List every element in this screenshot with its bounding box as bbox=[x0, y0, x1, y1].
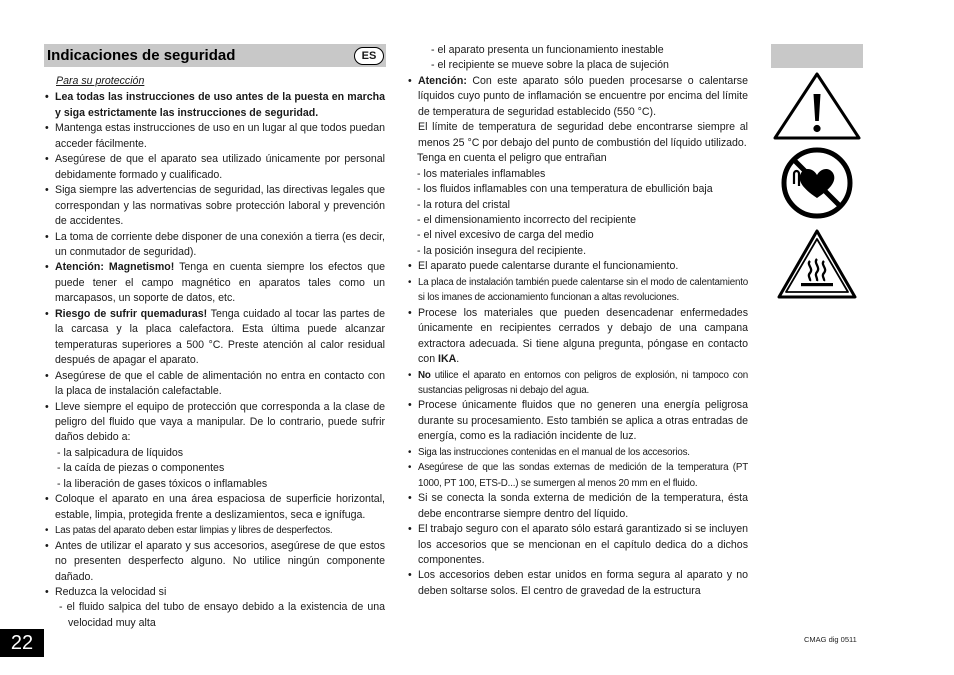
list-item-text: Con este aparato sólo pueden procesarse o calentarse líquidos cuyo punto de inflamación se encuentre por encima del límite de temperatura de seguridad establecido (550 °C). bbox=[418, 74, 748, 118]
dash-item: - los fluidos inflamables con una temperatura de ebullición baja bbox=[417, 183, 713, 196]
list-item-text: Tenga en cuenta siempre los efectos que puede tener el campo magnético en aparatos tales como un marcapasos, un soporte de datos, etc. bbox=[55, 261, 386, 305]
right-column bbox=[407, 43, 748, 599]
list-item-text: utilice el aparato en entornos con peligros de explosión, ni tampoco con sustancias peligrosas ni debajo del agua. bbox=[418, 369, 748, 396]
list-item: • Si se conecta la sonda externa de medición de la temperatura, ésta debe encontrarse siempre dentro del líquido. bbox=[407, 491, 748, 522]
list-item: • Antes de utilizar el aparato y sus accesorios, asegúrese de que estos no presenten desperfecto alguno. No utilice ningún componente dañado. bbox=[44, 539, 385, 585]
list-item: • Los accesorios deben estar unidos en forma segura al aparato y no deben soltarse solos. El centro de gravedad de la estructura bbox=[407, 568, 748, 599]
list-item: • El aparato puede calentarse durante el funcionamiento. bbox=[407, 259, 748, 274]
dash-item: - la rotura del cristal bbox=[417, 198, 511, 211]
list-item: • Coloque el aparato en una área espaciosa de superficie horizontal, estable, limpia, protegida frente a deslizamientos, seca e ignífuga. bbox=[44, 492, 385, 523]
left-column bbox=[44, 74, 385, 631]
list-item-text: . bbox=[456, 353, 460, 366]
list-item-text: Procese los materiales que pueden desencadenar enfermedades únicamente en recipientes cerrados y debajo de una campana extractora adecuada. Si tiene alguna pregunta, póngase en contacto con bbox=[418, 306, 748, 366]
dash-item: - el fluido salpica del tubo de ensayo debido a la existencia de una velocidad muy alta bbox=[59, 601, 385, 629]
page-title: Indicaciones de seguridad bbox=[47, 47, 236, 64]
warning-label: Atención: bbox=[418, 74, 467, 87]
paragraph: Tenga en cuenta el peligro que entrañan bbox=[417, 152, 607, 165]
list-item: • Reduzca la velocidad si bbox=[44, 585, 385, 600]
list-item: • Siga las instrucciones contenidas en el manual de los accesorios. bbox=[407, 445, 748, 460]
section-header bbox=[44, 44, 386, 67]
dash-item: - el dimensionamiento incorrecto del recipiente bbox=[417, 213, 637, 226]
document-code: CMAG dig 0511 bbox=[804, 635, 857, 644]
language-badge: ES bbox=[354, 47, 384, 65]
list-item bbox=[407, 306, 748, 368]
list-item: • La toma de corriente debe disponer de una conexión a tierra (es decir, un conmutador de seguridad). bbox=[44, 230, 385, 261]
list-item: • Siga siempre las advertencias de seguridad, las directivas legales que correspondan y las normativas sobre protección laboral y prevención de accidentes. bbox=[44, 183, 385, 229]
no-pacemaker-icon bbox=[780, 146, 854, 220]
dash-item: - la caída de piezas o componentes bbox=[57, 462, 225, 475]
dash-item: - la liberación de gases tóxicos o inflamables bbox=[57, 477, 268, 490]
warning-triangle-icon bbox=[773, 72, 861, 140]
side-tab-bar bbox=[771, 44, 863, 68]
dash-item: - los materiales inflamables bbox=[417, 167, 546, 180]
list-item: • Lleve siempre el equipo de protección que corresponda a la clase de peligro del fluido que vaya a manipular. De lo contrario, puede sufrir daños debido a: bbox=[44, 400, 385, 446]
dash-item: - la salpicadura de líquidos bbox=[57, 446, 184, 459]
list-item: • Asegúrese de que las sondas externas de medición de la temperatura (PT 1000, PT 100, ETS-D...) se sumergen al menos 20 mm en el fluido. bbox=[407, 460, 748, 491]
warning-label: Atención: Magnetismo! bbox=[55, 261, 175, 274]
dash-item: - la posición insegura del recipiente. bbox=[417, 244, 587, 257]
list-item: • Procese únicamente fluidos que no generen una energía peligrosa durante su procesamiento. Esto también se aplica a otras entradas de energía, como es la radiación incidente de luz. bbox=[407, 398, 748, 444]
list-item: • Las patas del aparato deben estar limpias y libres de desperfectos. bbox=[44, 523, 385, 538]
list-item bbox=[44, 307, 385, 369]
list-item bbox=[407, 74, 748, 120]
list-item: • Asegúrese de que el cable de alimentación no entra en contacto con la placa de instalación calefactable. bbox=[44, 369, 385, 400]
hot-surface-icon bbox=[776, 228, 858, 300]
list-item: • Asegúrese de que el aparato sea utilizado únicamente por personal debidamente formado y cualificado. bbox=[44, 152, 385, 183]
list-item: • El trabajo seguro con el aparato sólo estará garantizado si se incluyen los accesorios que se mencionan en el capítulo dedica do a dichos componentes. bbox=[407, 522, 748, 568]
list-item bbox=[407, 368, 748, 399]
subsection-title: Para su protección bbox=[56, 75, 145, 87]
list-item: • La placa de instalación también puede calentarse sin el modo de calentamiento si los imanes de accionamiento funcionan a altas revoluciones. bbox=[407, 275, 748, 306]
dash-item: - el recipiente se mueve sobre la placa de sujeción bbox=[431, 59, 669, 72]
dash-item: - el aparato presenta un funcionamiento inestable bbox=[431, 44, 664, 56]
page-number: 22 bbox=[0, 629, 44, 657]
brand-name: IKA bbox=[438, 353, 457, 366]
dash-item: - el nivel excesivo de carga del medio bbox=[417, 229, 594, 242]
list-item bbox=[44, 260, 385, 306]
list-item-text: Tenga cuidado al tocar las partes de la carcasa y la placa calefactora. Esta última puede alcanzar temperaturas superiores a 500 °C. Preste atención al calor residual después de apagar el aparato. bbox=[55, 307, 385, 367]
list-item: • Mantenga estas instrucciones de uso en un lugar al que todos puedan acceder fácilmente. bbox=[44, 121, 385, 152]
paragraph: El límite de temperatura de seguridad debe encontrarse siempre al menos 25 °C por debajo del punto de combustión del líquido utilizado. bbox=[418, 121, 748, 149]
list-item: • Lea todas las instrucciones de uso antes de la puesta en marcha y siga estrictamente las instrucciones de seguridad. bbox=[44, 90, 385, 121]
warning-label: No bbox=[418, 369, 431, 381]
warning-label: Riesgo de sufrir quemaduras! bbox=[55, 307, 208, 320]
